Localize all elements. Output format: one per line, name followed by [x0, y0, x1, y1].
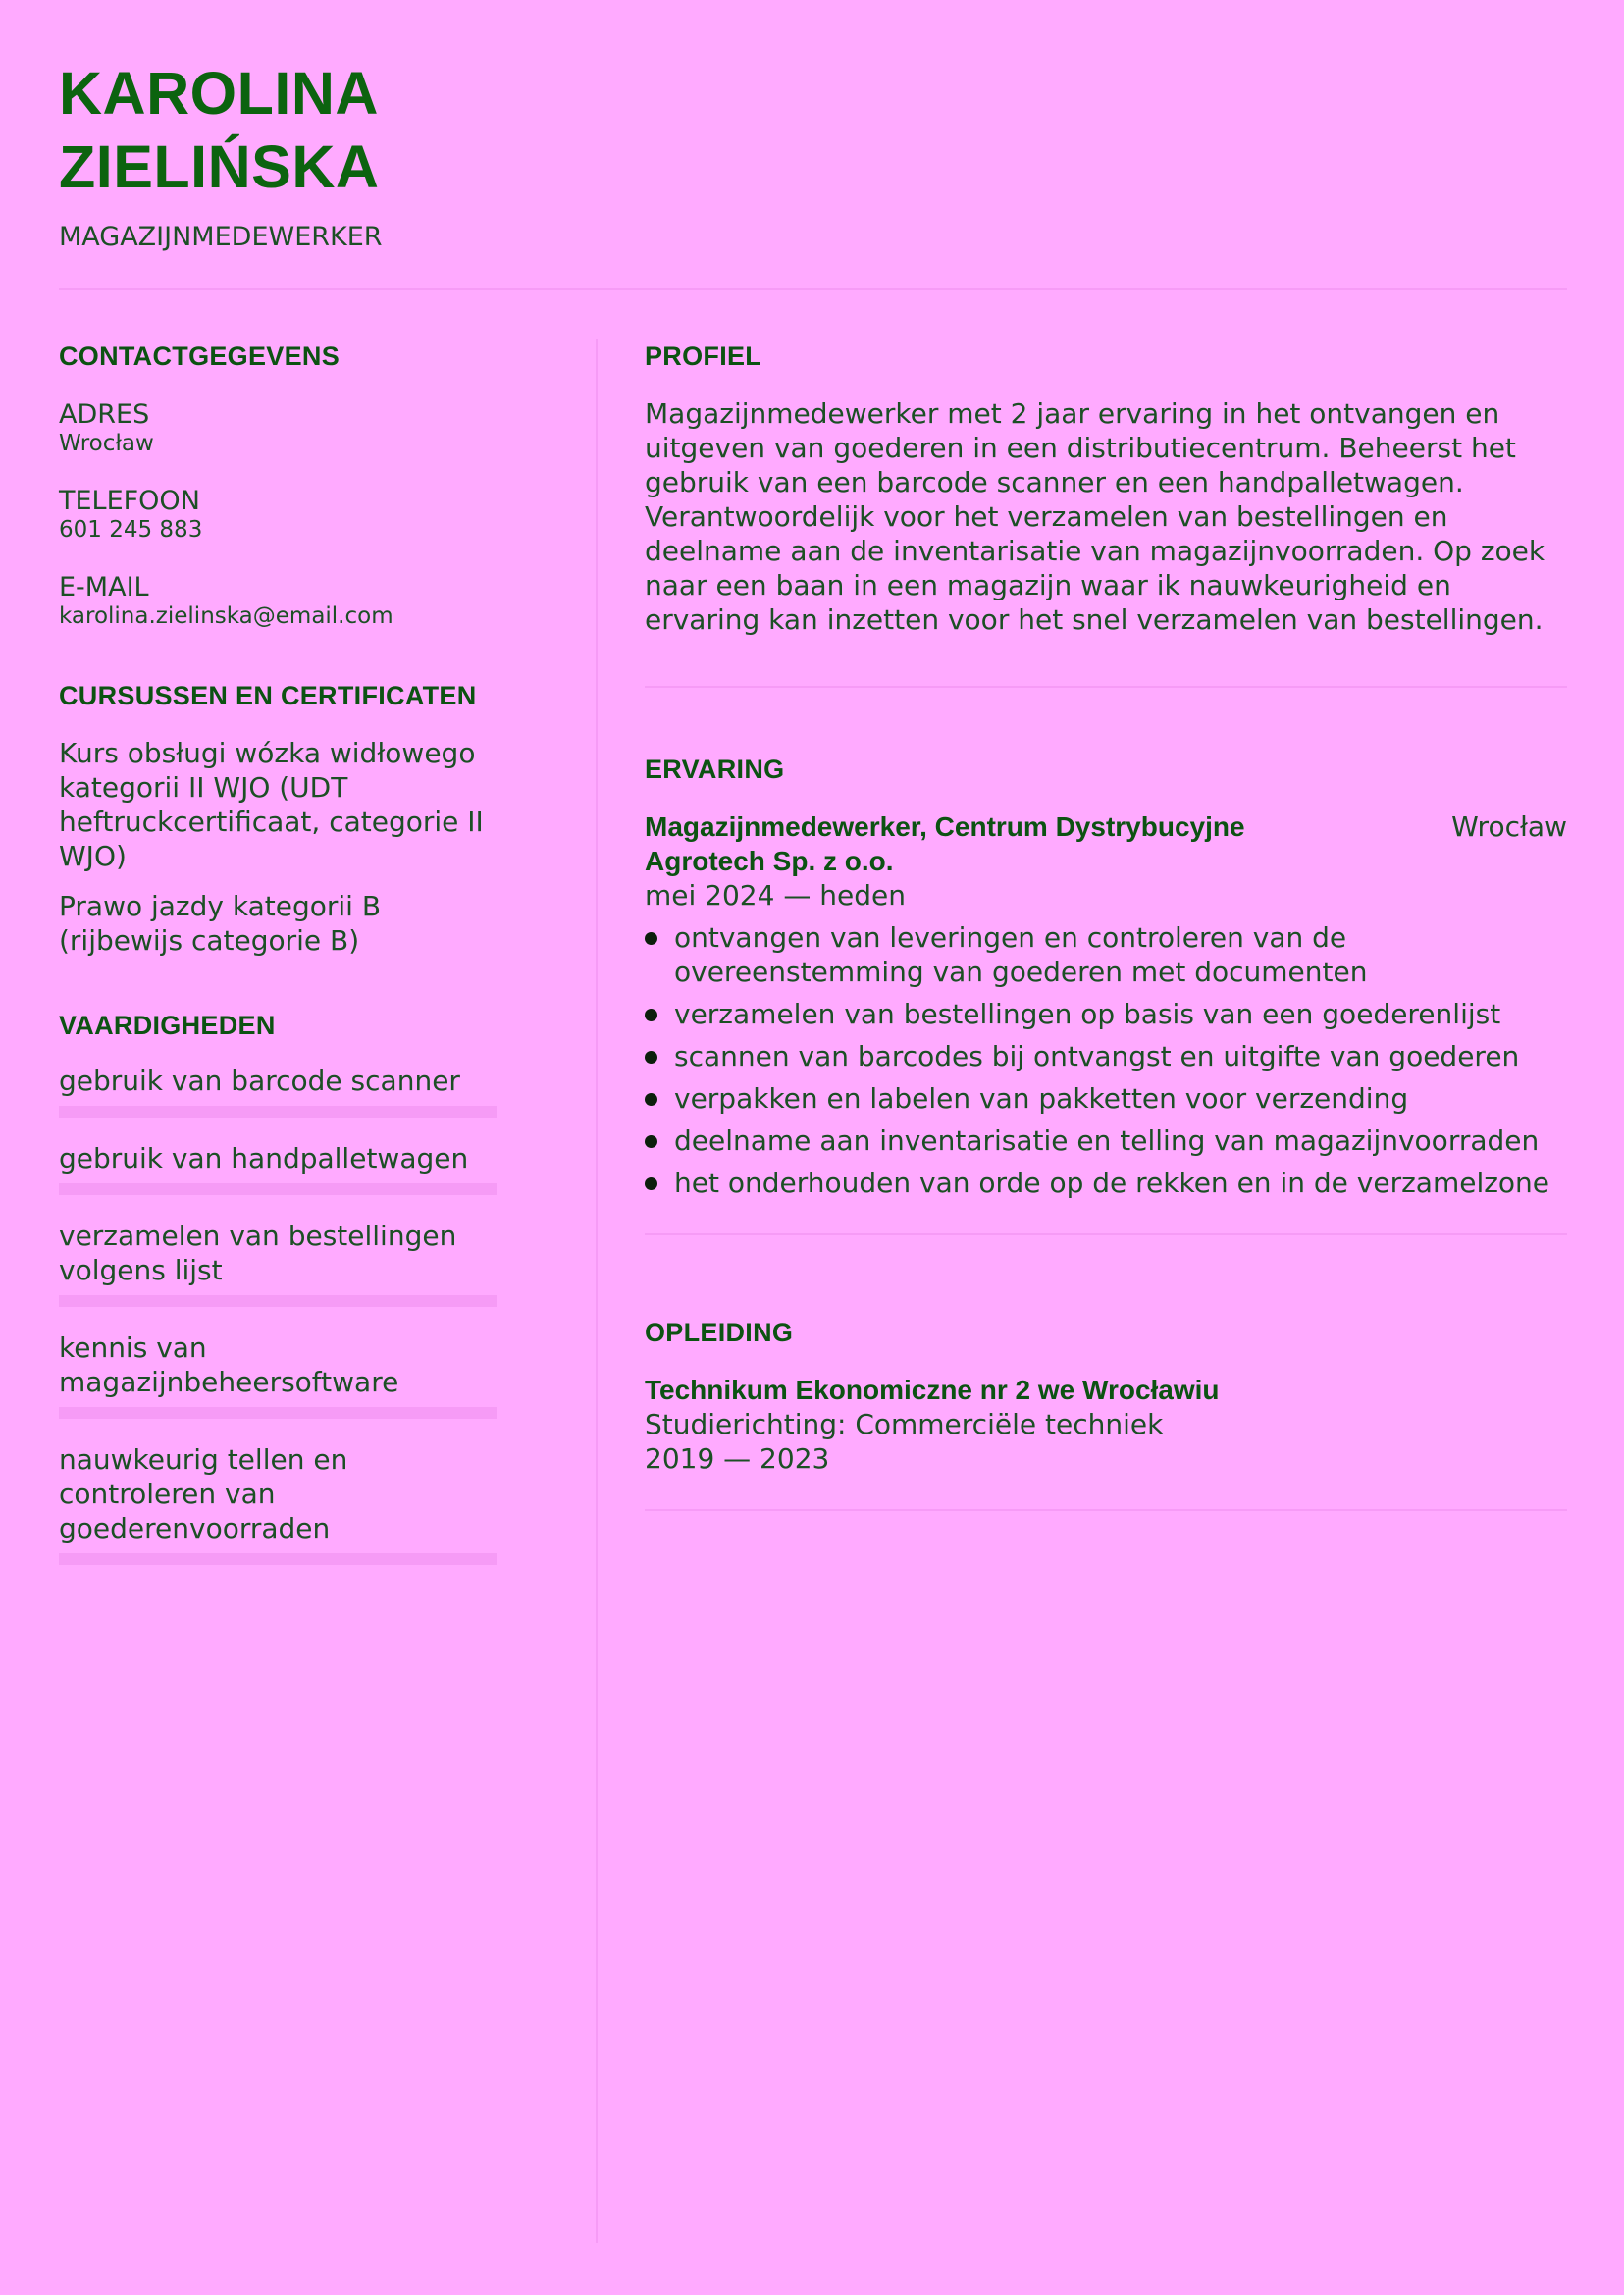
contact-section — [59, 339, 510, 630]
email-value: karolina.zielinska@email.com — [59, 603, 393, 629]
column-divider — [596, 339, 598, 2243]
candidate-name — [59, 57, 379, 204]
skill-item: kennis van magazijnbeheersoftware — [59, 1331, 399, 1398]
job-title: MAGAZIJNMEDEWERKER — [59, 222, 383, 252]
job-location: Wrocław — [1451, 810, 1567, 843]
skills-section-title: VAARDIGHEDEN — [59, 1011, 276, 1040]
education-section-title: OPLEIDING — [645, 1318, 794, 1347]
list-item — [645, 1081, 1567, 1116]
address-value: Wrocław — [59, 431, 154, 456]
candidate-name-line1: KAROLINA — [59, 60, 379, 127]
experience-section — [645, 753, 1567, 1235]
bullet-icon — [645, 1177, 657, 1190]
course-item: Kurs obsługi wózka widłowego kategorii II WJO (UDT heftruckcertificaat, categorie II WJO) — [59, 737, 484, 872]
bullet-icon — [645, 1135, 657, 1148]
left-column — [59, 339, 510, 1565]
school-name: Technikum Ekonomiczne nr 2 we Wrocławiu — [645, 1375, 1220, 1405]
education-period: 2019 — 2023 — [645, 1442, 830, 1475]
header-divider — [59, 288, 1567, 290]
job-period: mei 2024 — heden — [645, 879, 906, 912]
education-divider — [645, 1509, 1567, 1511]
list-item — [645, 920, 1567, 989]
profile-section-title: PROFIEL — [645, 341, 762, 371]
courses-section — [59, 679, 510, 958]
phone-value: 601 245 883 — [59, 517, 203, 543]
course-item: Prawo jazdy kategorii B (rijbewijs categorie B) — [59, 890, 382, 957]
candidate-name-line2: ZIELIŃSKA — [59, 133, 380, 200]
experience-section-title: ERVARING — [645, 755, 785, 784]
list-item — [645, 1123, 1567, 1158]
skill-bar — [59, 1553, 497, 1565]
skill-bar — [59, 1183, 497, 1195]
right-column — [645, 339, 1567, 1511]
duty-text: scannen van barcodes bij ontvangst en uitgifte van goederen — [674, 1040, 1520, 1072]
courses-section-title: CURSUSSEN EN CERTIFICATEN — [59, 681, 477, 710]
job-heading: Magazijnmedewerker, Centrum Dystrybucyjne Agrotech Sp. z o.o. — [645, 811, 1245, 876]
job-duties-list — [645, 920, 1567, 1200]
duty-text: het onderhouden van orde op de rekken en in de verzamelzone — [674, 1167, 1550, 1199]
skill-item: nauwkeurig tellen en controleren van goederenvoorraden — [59, 1443, 348, 1544]
bullet-icon — [645, 1051, 657, 1064]
bullet-icon — [645, 932, 657, 945]
education-section — [645, 1316, 1567, 1511]
duty-text: verpakken en labelen van pakketten voor verzending — [674, 1082, 1409, 1115]
resume-page — [59, 0, 1567, 2295]
skill-bar — [59, 1295, 497, 1307]
bullet-icon — [645, 1093, 657, 1106]
email-label: E-MAIL — [59, 572, 149, 602]
bullet-icon — [645, 1009, 657, 1021]
duty-text: verzamelen van bestellingen op basis van een goederenlijst — [674, 998, 1501, 1030]
skill-item: verzamelen van bestellingen volgens lijst — [59, 1220, 457, 1286]
skill-bar — [59, 1106, 497, 1118]
skill-item: gebruik van handpalletwagen — [59, 1142, 469, 1174]
list-item — [645, 1039, 1567, 1073]
contact-section-title: CONTACTGEGEVENS — [59, 341, 341, 371]
duty-text: deelname aan inventarisatie en telling van magazijnvoorraden — [674, 1124, 1540, 1157]
skill-item: gebruik van barcode scanner — [59, 1065, 460, 1097]
phone-label: TELEFOON — [59, 486, 200, 516]
list-item — [645, 1166, 1567, 1200]
profile-section — [645, 339, 1567, 688]
experience-divider — [645, 1233, 1567, 1235]
profile-text: Magazijnmedewerker met 2 jaar ervaring in het ontvangen en uitgeven van goederen in een distributiecentrum. Beheerst het gebruik van een barcode scanner en een handpalletwagen. Verantwoordelijk voor het verzamelen van bestellingen en deelname aan de inventarisatie van magazijnvoorraden. Op zoek naar een baan in een magazijn waar ik nauwkeurigheid en ervaring kan inzetten voor het snel verzamelen van bestellingen. — [645, 397, 1545, 636]
skill-bar — [59, 1407, 497, 1419]
skills-section — [59, 1009, 510, 1565]
list-item — [645, 997, 1567, 1031]
study-field: Studierichting: Commerciële techniek — [645, 1408, 1164, 1440]
profile-divider — [645, 686, 1567, 688]
duty-text: ontvangen van leveringen en controleren van de overeenstemming van goederen met documenten — [674, 921, 1368, 988]
address-label: ADRES — [59, 399, 150, 430]
